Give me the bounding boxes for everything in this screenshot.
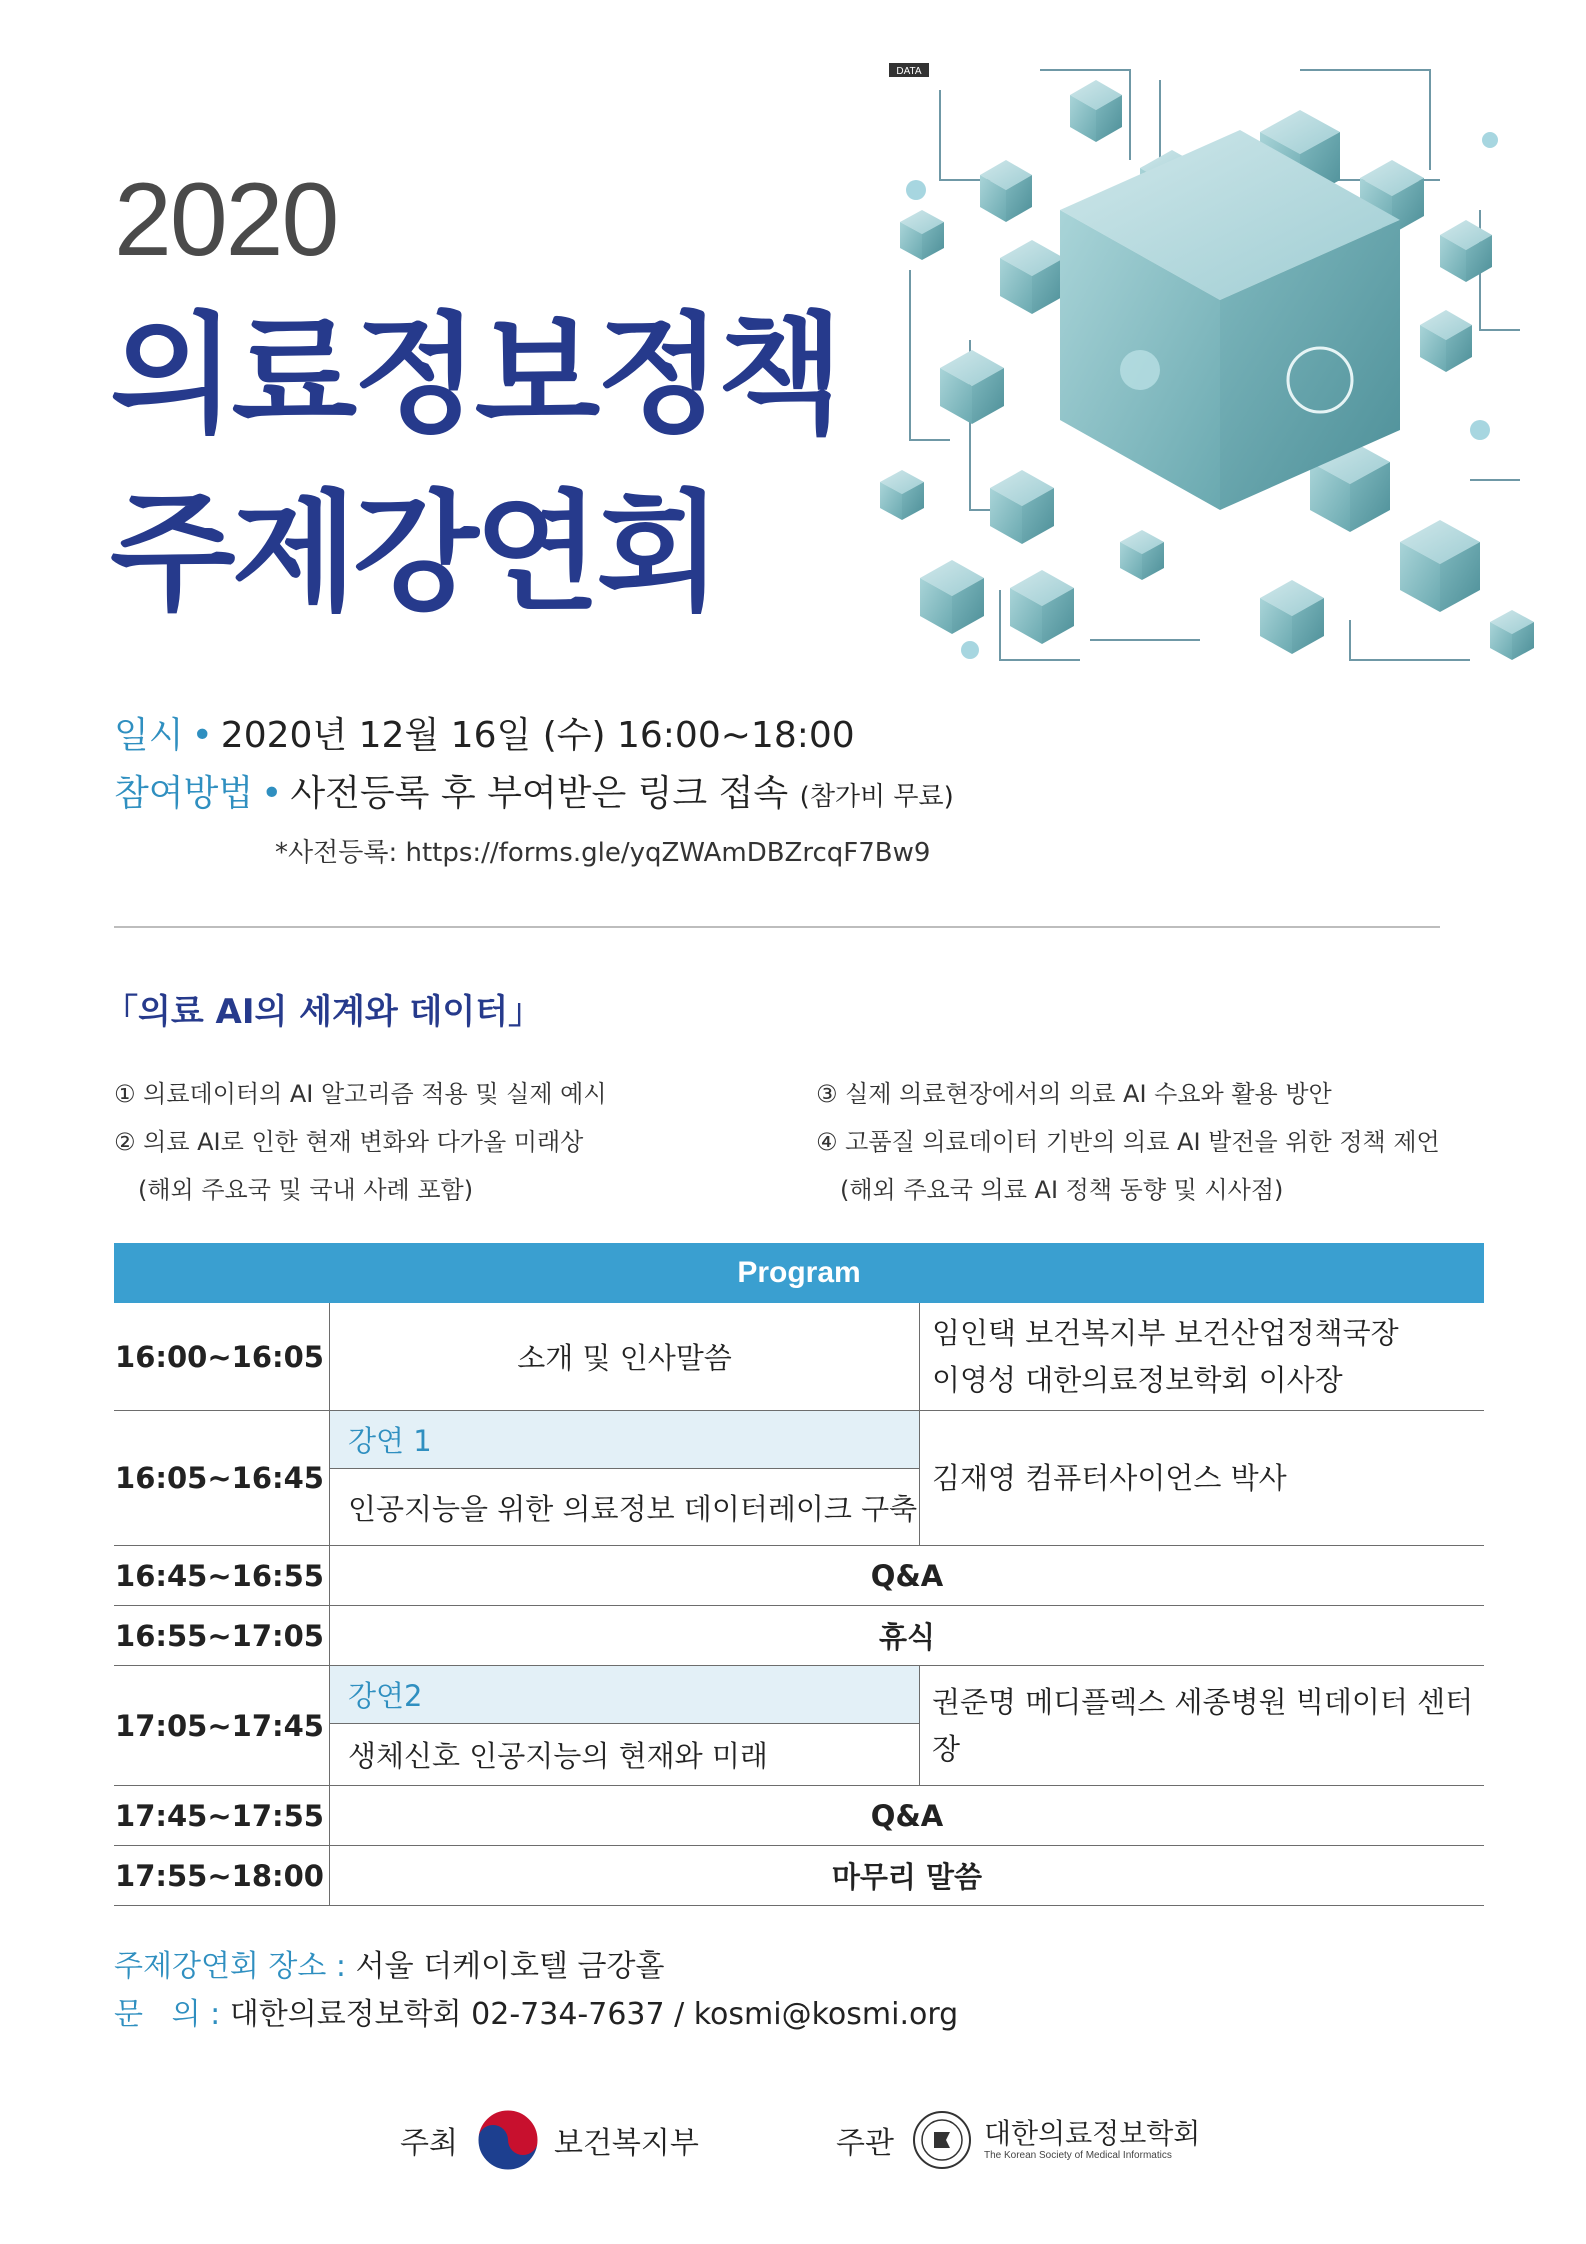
table-row xyxy=(114,1546,1484,1606)
speaker-name: 권준명 메디플렉스 세종병원 빅데이터 센터장 xyxy=(932,1685,1474,1766)
organizer-label: 주관 xyxy=(836,2126,894,2161)
venue-line xyxy=(114,1949,665,1984)
session-title: Q&A xyxy=(870,1558,944,1593)
time-cell: 16:05~16:45 xyxy=(114,1411,330,1545)
contact-label: 문 의 : xyxy=(114,1997,221,2032)
method-note: (참가비 무료) xyxy=(799,782,954,812)
date-label: 일시 xyxy=(114,715,184,756)
topic-note: (해외 주요국 및 국내 사례 포함) xyxy=(138,1176,474,1204)
talk-title: 생체신호 인공지능의 현재와 미래 xyxy=(348,1739,768,1773)
talk-label: 강연 1 xyxy=(330,1411,919,1469)
speaker-cell xyxy=(920,1666,1484,1785)
contact-value[interactable]: 대한의료정보학회 02-734-7637 / kosmi@kosmi.org xyxy=(229,1997,959,2032)
organizer-name-en: The Korean Society of Medical Informatics xyxy=(983,2149,1172,2161)
session-title: 소개 및 인사말씀 xyxy=(517,1341,732,1375)
divider xyxy=(114,926,1440,928)
date-value: 2020년 12월 16일 (수) 16:00~18:00 xyxy=(220,715,855,756)
speaker-cell xyxy=(920,1411,1484,1545)
topic-note: (해외 주요국 의료 AI 정책 동향 및 시사점) xyxy=(840,1176,1284,1204)
time-cell: 16:00~16:05 xyxy=(114,1303,330,1410)
table-row xyxy=(114,1606,1484,1666)
event-title-line2: 주제강연회 xyxy=(110,477,718,629)
registration-link[interactable]: *사전등록: https://forms.gle/yqZWAmDBZrcqF7Bw9 xyxy=(275,838,931,868)
talk-title: 인공지능을 위한 의료정보 데이터레이크 구축 xyxy=(348,1491,918,1526)
event-date xyxy=(114,715,855,756)
time-cell: 16:55~17:05 xyxy=(114,1606,330,1665)
program-table xyxy=(114,1243,1484,1906)
speaker-name: 이영성 대한의료정보학회 이사장 xyxy=(932,1362,1343,1397)
session-title: 휴식 xyxy=(878,1620,936,1654)
kosmi-emblem-icon xyxy=(912,2110,972,2170)
host-name: 보건복지부 xyxy=(553,2126,699,2161)
table-row xyxy=(114,1846,1484,1906)
table-row xyxy=(114,1411,1484,1546)
event-year: 2020 xyxy=(114,162,338,278)
table-row xyxy=(114,1666,1484,1786)
host-sponsor xyxy=(400,2108,699,2172)
contact-line xyxy=(114,1997,959,2032)
time-cell: 16:45~16:55 xyxy=(114,1546,330,1605)
session-title: 마무리 말씀 xyxy=(831,1860,983,1894)
taegeuk-logo-icon xyxy=(476,2108,540,2172)
speaker-cell xyxy=(920,1303,1484,1410)
time-cell: 17:45~17:55 xyxy=(114,1786,330,1845)
speaker-name: 김재영 컴퓨터사이언스 박사 xyxy=(932,1460,1287,1495)
topic-item: ④ 고품질 의료데이터 기반의 의료 AI 발전을 위한 정책 제언 xyxy=(816,1128,1440,1156)
topic-item: ③ 실제 의료현장에서의 의료 AI 수요와 활용 방안 xyxy=(816,1080,1332,1108)
table-row xyxy=(114,1786,1484,1846)
time-cell: 17:55~18:00 xyxy=(114,1846,330,1905)
data-tag: DATA xyxy=(896,66,922,77)
participation-method xyxy=(114,773,954,814)
speaker-name: 임인택 보건복지부 보건산업정책국장 xyxy=(932,1316,1399,1351)
event-title-line1: 의료정보정책 xyxy=(110,299,840,451)
bullet-dot: • xyxy=(261,773,283,814)
table-row xyxy=(114,1303,1484,1411)
host-label: 주최 xyxy=(400,2126,458,2161)
program-header: Program xyxy=(114,1243,1484,1303)
organizer-sponsor xyxy=(836,2108,1200,2172)
method-label: 참여방법 xyxy=(114,773,254,814)
method-value: 사전등록 후 부여받은 링크 접속 xyxy=(290,773,789,814)
topic-item: ② 의료 AI로 인한 현재 변화와 다가올 미래상 xyxy=(114,1128,584,1156)
data-cube-illustration xyxy=(880,50,1540,690)
venue-value: 서울 더케이호텔 금강홀 xyxy=(355,1949,665,1984)
organizer-name: 대한의료정보학회 xyxy=(983,2117,1201,2151)
time-cell: 17:05~17:45 xyxy=(114,1666,330,1785)
bullet-dot: • xyxy=(191,715,213,756)
session-title: Q&A xyxy=(870,1798,944,1833)
topic-item: ① 의료데이터의 AI 알고리즘 적용 및 실제 예시 xyxy=(114,1080,607,1108)
section-title: 「의료 AI의 세계와 데이터」 xyxy=(104,992,543,1032)
talk-label: 강연2 xyxy=(330,1666,919,1724)
venue-label: 주제강연회 장소 : xyxy=(114,1949,347,1984)
